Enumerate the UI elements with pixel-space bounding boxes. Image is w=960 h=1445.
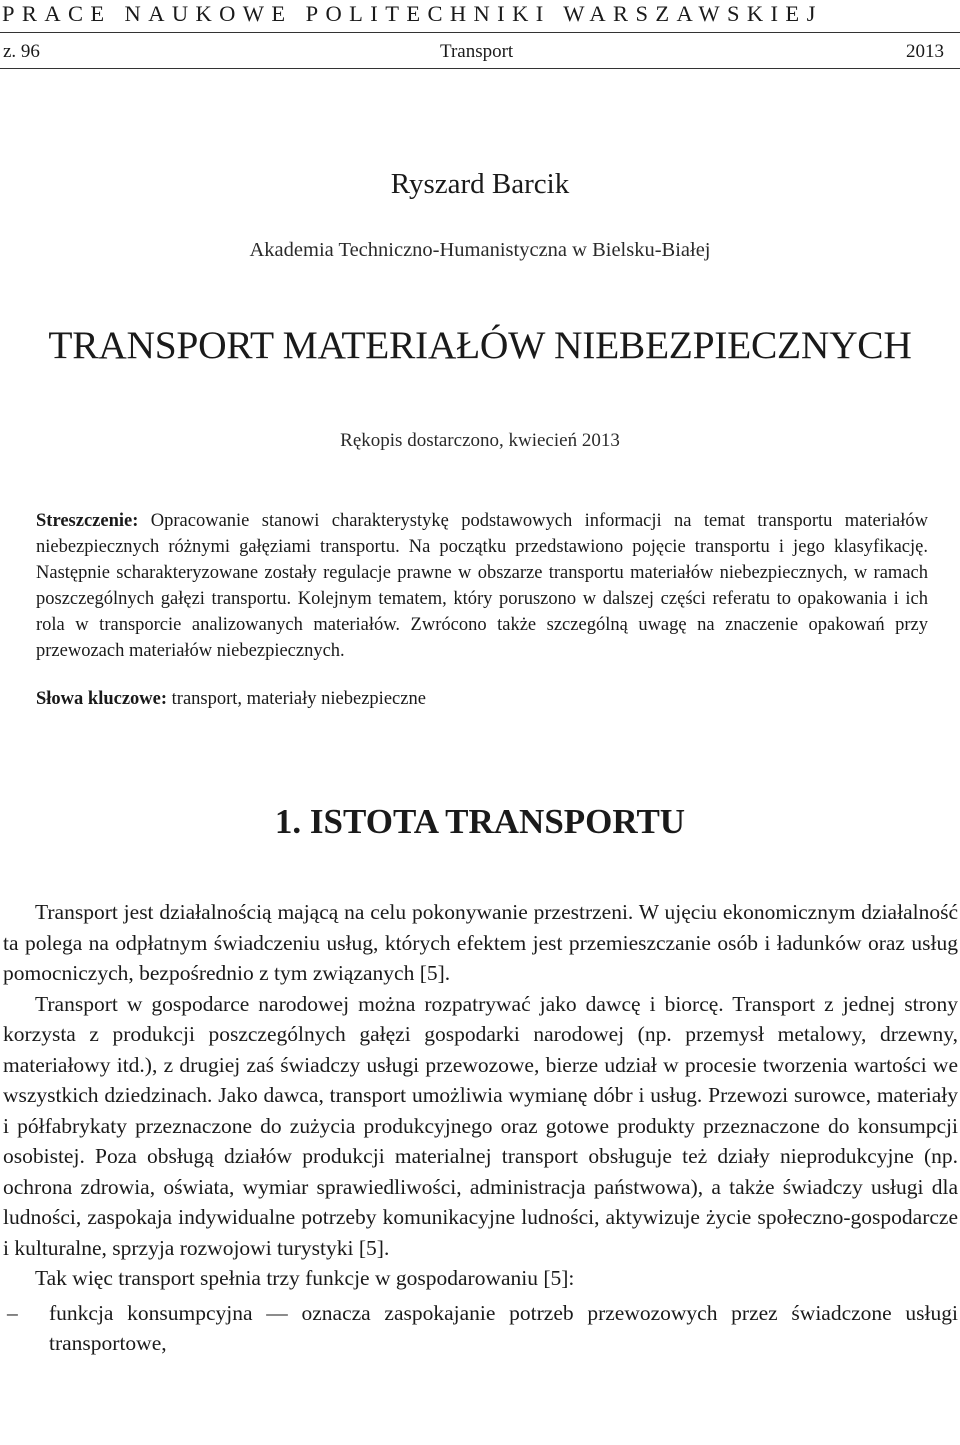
year: 2013 (906, 41, 944, 62)
header-rule-bottom (0, 68, 960, 69)
article-title: TRANSPORT MATERIAŁÓW NIEBEZPIECZNYCH (48, 323, 912, 367)
abstract-label: Streszczenie: (36, 511, 139, 531)
affiliation: Akademia Techniczno-Humanistyczna w Bielsku-Białej (249, 239, 711, 261)
series-title: PRACE NAUKOWE POLITECHNIKI WARSZAWSKIEJ (2, 1, 823, 26)
keywords-label: Słowa kluczowe: (36, 689, 168, 709)
list-item (3, 1298, 958, 1359)
header-rule (0, 32, 960, 33)
author-name: Ryszard Barcik (390, 168, 570, 200)
keywords-text: transport, materiały niebezpieczne (167, 689, 426, 709)
list-dash: – (7, 1300, 18, 1325)
running-header (0, 40, 960, 64)
paragraph: Transport w gospodarce narodowej można rozpatrywać jako dawcę i biorcę. Transport z jednej strony korzysta z produkcji poszczególnych gałęzi gospodarki narodowej (np. przemysł metalowy, drzewny, materiałowy itd.), z drugiej zaś świadczy usługi przewozowe, bierze udział w procesie tworzenia wartości we wszystkich dziedzinach. Jako dawca, transport umożliwia wymianę dóbr i usług. Przewozi surowce, materiały i półfabrykaty przeznaczone do zużycia produkcyjnego oraz gotowe produkty przeznaczone do konsumpcji osobistej. Poza obsługą działów produkcji materialnej transport obsługuje też działy nieprodukcyjne (np. ochrona zdrowia, oświata, wymiar sprawiedliwości, administracja państwowa), a także świadczy usługi dla ludności, zaspokaja indywidualne potrzeby komunikacyjne ludności, aktywizuje życie społeczno-gospodarcze i kulturalne, sprzyja rozwojowi turystyki [5]. (3, 991, 958, 1260)
issue-number: z. 96 (3, 41, 40, 62)
journal-name: Transport (440, 41, 514, 62)
paragraph: Tak więc transport spełnia trzy funkcje w gospodarowaniu [5]: (35, 1266, 575, 1290)
paragraph: Transport jest działalnością mającą na celu pokonywanie przestrzeni. W ujęciu ekonomicznym działalność ta polega na odpłatnym świadczeniu usług, których efektem jest przemieszczanie osób i ładunków oraz usług pomocniczych, bezpośrednio z tym związanych [5]. (3, 900, 958, 985)
keywords (36, 686, 426, 712)
function-list (3, 1298, 958, 1359)
abstract-text: Opracowanie stanowi charakterystykę podstawowych informacji na temat transportu materiałów niebezpiecznych różnymi gałęziami transportu. Na początku przedstawiono pojęcie transportu i jego klasyfikację. Następnie scharakteryzowane zostały regulacje prawne w obszarze transportu materiałów niebezpiecznych, w ramach poszczególnych gałęzi transportu. Kolejnym tematem, który poruszono w dalszej części referatu to opakowania i ich rola w transporcie analizowanych materiałów. Zwrócono także szczególną uwagę na znaczenie opakowań przy przewozach materiałów niebezpiecznych. (36, 511, 928, 661)
section-heading: 1. ISTOTA TRANSPORTU (274, 802, 686, 841)
list-item-text: funkcja konsumpcyjna — oznacza zaspokajanie potrzeb przewozowych przez świadczone usługi transportowe, (49, 1300, 958, 1355)
section-body (3, 897, 958, 1359)
received-date: Rękopis dostarczono, kwiecień 2013 (340, 430, 620, 451)
abstract (36, 508, 928, 664)
